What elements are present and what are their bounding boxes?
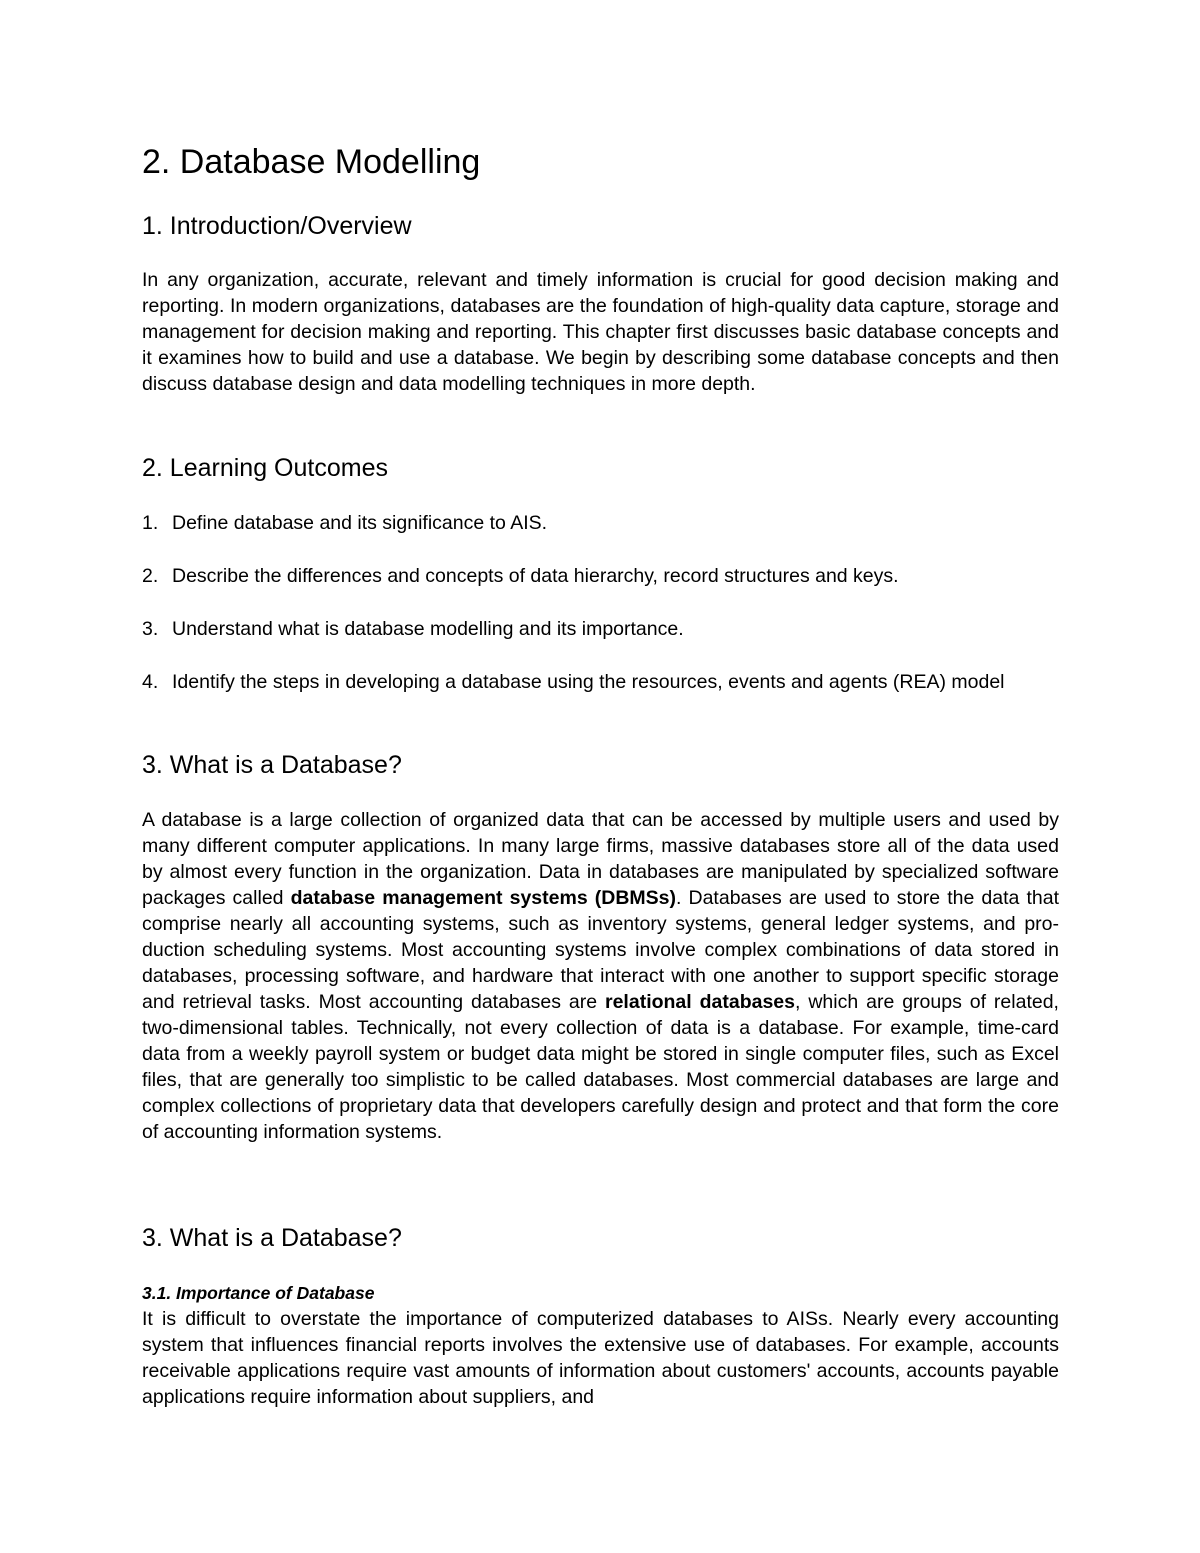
outcome-text: Define database and its significance to AIS. bbox=[172, 512, 548, 534]
paragraph-text: . Databases are used to store the data that comprise nearly all accounting systems, such as inventory systems, general ledger systems, and pro- duction scheduling systems. Most accounting systems involve complex combinations of data stored in databases, processing software, and hardware that interact with one another to support specific storage and retrieval tasks. Most accounting databases are bbox=[142, 887, 1059, 1013]
importance-of-database-paragraph: It is difficult to overstate the importance of computerized databases to AISs. Nearly every accounting system that influences financial reports involves the extensive use of databases. For example, accounts receivable applications require vast amounts of information about customers' accounts, accounts payable applications require information about suppliers, and bbox=[142, 1308, 1059, 1408]
what-is-database-heading-repeat: 3. What is a Database? bbox=[142, 1224, 402, 1252]
outcome-text: Identify the steps in developing a database using the resources, events and agents (REA) model bbox=[172, 671, 1005, 693]
outcome-text: Describe the differences and concepts of data hierarchy, record structures and keys. bbox=[172, 565, 899, 587]
outcome-text: Understand what is database modelling and its importance. bbox=[172, 618, 684, 640]
document-title: 2. Database Modelling bbox=[142, 143, 481, 181]
learning-outcome-item bbox=[142, 616, 1059, 642]
paragraph-text: A database is a large collection of organized data that can be accessed by multiple users and used by many different computer applications. In many large firms, massive databases store all of the data used by almost every function in the organization. Data in databases are manipulated by specialized software packages called bbox=[142, 809, 1059, 909]
bold-term-relational-databases: relational databases bbox=[605, 991, 795, 1013]
paragraph-text: , which are groups of related, two-dimensional tables. Technically, not every collection of data is a database. For example, time-card data from a weekly payroll system or budget data might be stored in single computer files, such as Excel files, that are generally too simplistic to be called databases. Most commercial databases are large and complex collections of proprietary data that developers carefully design and protect and that form the core of accounting information systems. bbox=[142, 991, 1059, 1143]
outcome-number: 2. bbox=[142, 565, 159, 587]
learning-outcome-item bbox=[142, 510, 1059, 536]
learning-outcome-item bbox=[142, 563, 1059, 589]
what-is-database-heading: 3. What is a Database? bbox=[142, 751, 402, 779]
introduction-paragraph: In any organization, accurate, relevant and timely information is crucial for good decision making and reporting. In modern organizations, databases are the foundation of high-quality data capture, storage and management for decision making and reporting. This chapter first discusses basic database concepts and it examines how to build and use a database. We begin by describing some database concepts and then discuss database design and data modelling techniques in more depth. bbox=[142, 269, 1059, 395]
learning-outcomes-heading: 2. Learning Outcomes bbox=[142, 454, 388, 482]
outcome-number: 3. bbox=[142, 618, 159, 640]
outcome-number: 1. bbox=[142, 512, 159, 534]
introduction-heading: 1. Introduction/Overview bbox=[142, 212, 412, 240]
learning-outcome-item bbox=[142, 669, 1059, 695]
outcome-number: 4. bbox=[142, 671, 159, 693]
importance-of-database-heading: 3.1. Importance of Database bbox=[142, 1283, 375, 1303]
bold-term-dbms: database management systems (DBMSs) bbox=[290, 887, 676, 909]
what-is-database-paragraph bbox=[142, 807, 1059, 1145]
